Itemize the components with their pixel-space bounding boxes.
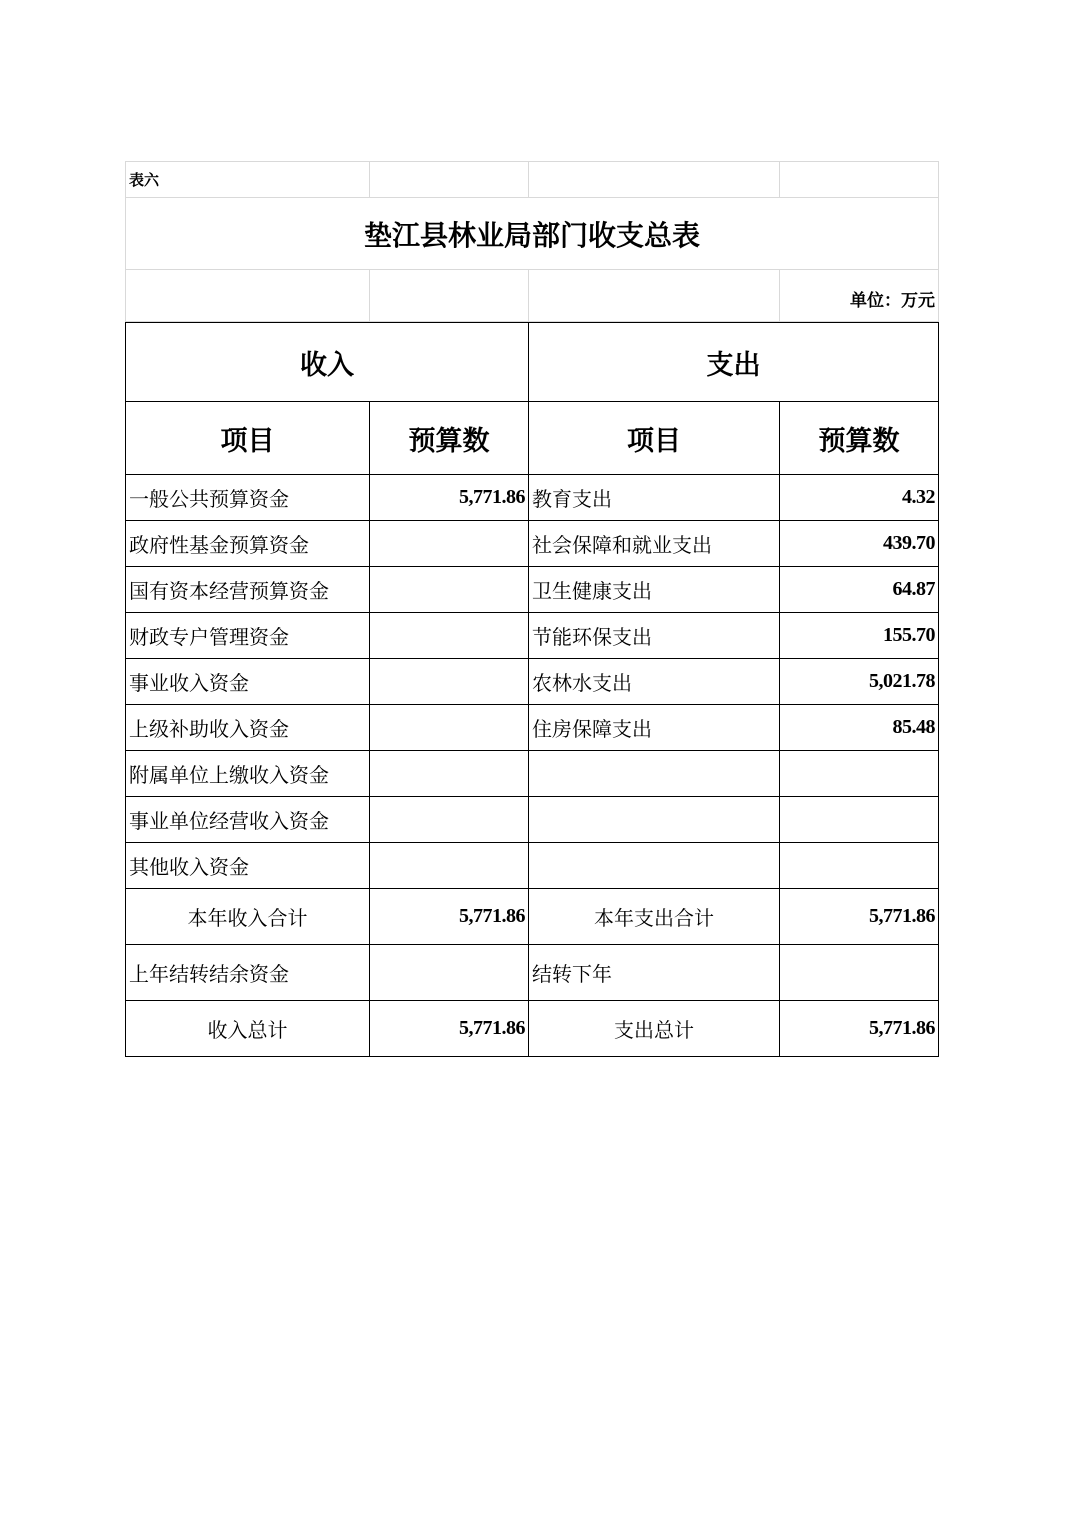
- budget-table: [125, 322, 939, 1057]
- income-amount: [370, 751, 529, 797]
- income-amount: [370, 521, 529, 567]
- table-row: [126, 567, 939, 613]
- grand-expense-total-amount: 5,771.86: [780, 1001, 939, 1057]
- income-amount: [370, 567, 529, 613]
- table-row: [126, 797, 939, 843]
- year-expense-total-label: 本年支出合计: [529, 889, 780, 945]
- income-item: 附属单位上缴收入资金: [126, 751, 370, 797]
- expense-amount: 5,021.78: [780, 659, 939, 705]
- section-header-row: [126, 323, 939, 402]
- expense-item: 农林水支出: [529, 659, 780, 705]
- expense-item: 卫生健康支出: [529, 567, 780, 613]
- year-expense-total-amount: 5,771.86: [780, 889, 939, 945]
- grand-income-total-label: 收入总计: [126, 1001, 370, 1057]
- grand-expense-total-label: 支出总计: [529, 1001, 780, 1057]
- expense-amount: 64.87: [780, 567, 939, 613]
- income-amount: [370, 797, 529, 843]
- table-row: [126, 475, 939, 521]
- table-row: [126, 751, 939, 797]
- expense-item: [529, 797, 780, 843]
- grand-income-total-amount: 5,771.86: [370, 1001, 529, 1057]
- income-item: 财政专户管理资金: [126, 613, 370, 659]
- sheet-header-grid: [125, 161, 939, 322]
- expense-amount: 85.48: [780, 705, 939, 751]
- income-item: 事业收入资金: [126, 659, 370, 705]
- expense-amount: 4.32: [780, 475, 939, 521]
- carryover-income-amount: [370, 945, 529, 1001]
- expense-item: 节能环保支出: [529, 613, 780, 659]
- income-budget-header: 预算数: [370, 402, 529, 475]
- carryover-expense-amount: [780, 945, 939, 1001]
- table-row: [126, 843, 939, 889]
- income-item: 事业单位经营收入资金: [126, 797, 370, 843]
- table-row: [126, 521, 939, 567]
- carryover-income-label: 上年结转结余资金: [126, 945, 370, 1001]
- expense-amount: [780, 797, 939, 843]
- expense-item: 教育支出: [529, 475, 780, 521]
- sheet-label: 表六: [126, 162, 370, 198]
- expense-amount: [780, 751, 939, 797]
- expense-item: [529, 843, 780, 889]
- expense-item-header: 项目: [529, 402, 780, 475]
- page-title: 垫江县林业局部门收支总表: [126, 198, 939, 270]
- income-item-header: 项目: [126, 402, 370, 475]
- expense-budget-header: 预算数: [780, 402, 939, 475]
- carryover-row: [126, 945, 939, 1001]
- year-income-total-amount: 5,771.86: [370, 889, 529, 945]
- income-section-header: 收入: [126, 323, 529, 402]
- income-amount: [370, 613, 529, 659]
- table-row: [126, 613, 939, 659]
- income-item: 国有资本经营预算资金: [126, 567, 370, 613]
- expense-amount: 155.70: [780, 613, 939, 659]
- expense-section-header: 支出: [529, 323, 939, 402]
- expense-item: 社会保障和就业支出: [529, 521, 780, 567]
- income-amount: 5,771.86: [370, 475, 529, 521]
- budget-sheet: [125, 161, 938, 1057]
- year-income-total-label: 本年收入合计: [126, 889, 370, 945]
- grand-total-row: [126, 1001, 939, 1057]
- income-amount: [370, 659, 529, 705]
- table-row: [126, 659, 939, 705]
- year-total-row: [126, 889, 939, 945]
- expense-item: [529, 751, 780, 797]
- income-amount: [370, 705, 529, 751]
- table-row: [126, 705, 939, 751]
- income-amount: [370, 843, 529, 889]
- income-item: 一般公共预算资金: [126, 475, 370, 521]
- income-item: 上级补助收入资金: [126, 705, 370, 751]
- unit-label: 单位：万元: [780, 270, 939, 322]
- carryover-expense-label: 结转下年: [529, 945, 780, 1001]
- income-item: 政府性基金预算资金: [126, 521, 370, 567]
- income-item: 其他收入资金: [126, 843, 370, 889]
- column-header-row: [126, 402, 939, 475]
- expense-amount: 439.70: [780, 521, 939, 567]
- expense-item: 住房保障支出: [529, 705, 780, 751]
- expense-amount: [780, 843, 939, 889]
